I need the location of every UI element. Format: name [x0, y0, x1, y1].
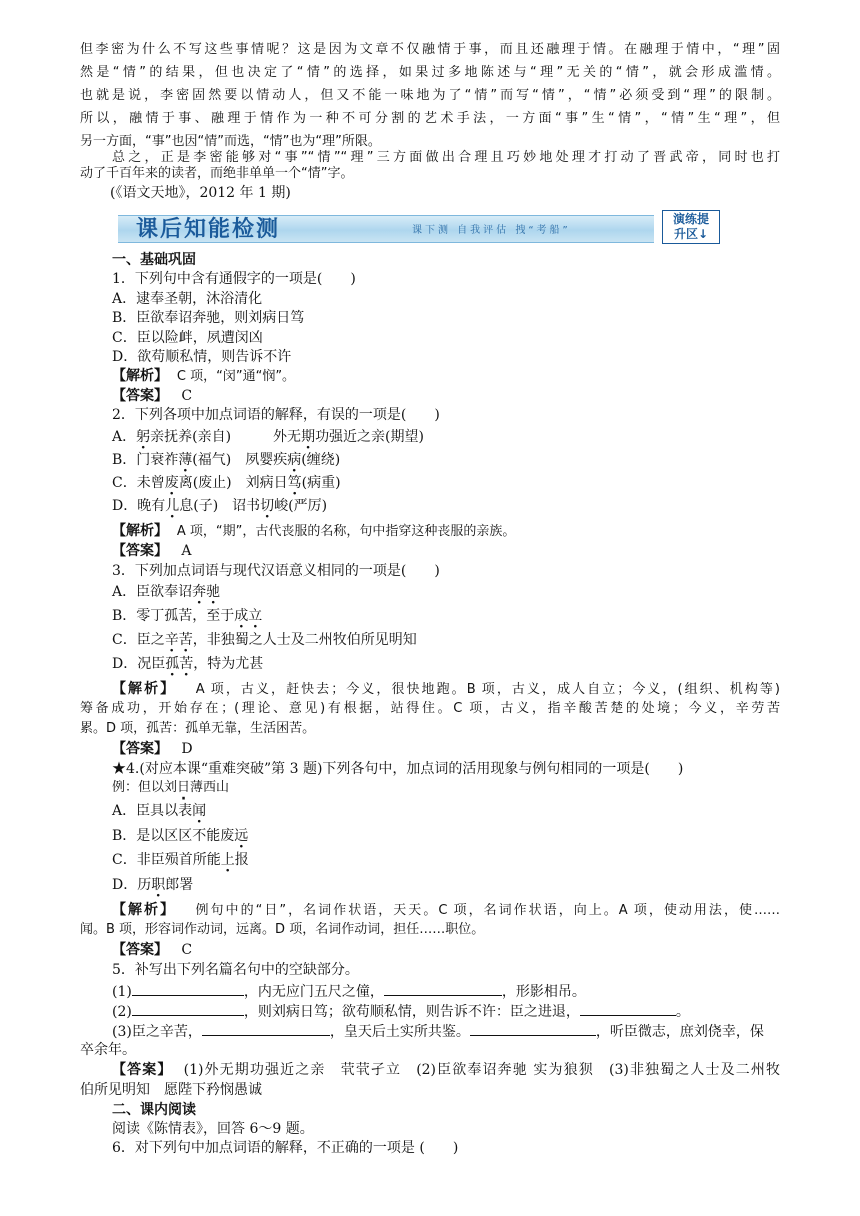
analysis-text: 例句中的“日”，名词作状语，天天。C 项，名词作状语，向上。A 项，使动用法，使…… — [195, 903, 780, 918]
emphasized-char: 驰 — [206, 584, 221, 600]
emphasized-char: 辛 — [164, 632, 179, 648]
emphasized-char: 成 — [234, 608, 249, 624]
answer-text: A — [181, 543, 192, 559]
answer — [112, 542, 191, 560]
emphasized-char: 日 — [177, 780, 191, 795]
answer — [112, 1061, 780, 1079]
analysis-text: A 项，古义，赶快去；今义，很快地跑。B 项，古义，成人自立；今义，(组织、机构等) — [195, 682, 780, 697]
answer-label: 【答案】 — [112, 741, 168, 757]
option-c — [112, 474, 341, 492]
answer — [112, 740, 193, 758]
text-segment: ，则刘病日笃；欲苟顺私情，则告诉不许：臣之进退， — [243, 1004, 580, 1020]
text-segment: ，形影相吊。 — [501, 984, 586, 1000]
reading-instruction: 阅读《陈情表》，回答 6～9 题。 — [112, 1121, 314, 1137]
text-segment: (3)臣之辛苦， — [112, 1024, 202, 1040]
text-segment: D．况臣 — [112, 656, 166, 672]
option-b — [112, 607, 262, 625]
answer-label: 【答案】 — [112, 388, 168, 404]
text-segment: 。 — [675, 1004, 690, 1020]
answer-text: D — [181, 741, 193, 757]
question-stem: 2．下列各项中加点词语的解释，有误的一项是( ) — [112, 407, 440, 423]
banner-tag-line2: 升区↓ — [673, 227, 709, 241]
emphasized-char: 病 — [287, 452, 302, 468]
text-segment: A．臣欲奉诏 — [112, 584, 193, 600]
text-segment: 例：但以刘 — [112, 780, 178, 795]
text-segment: D．历 — [112, 877, 152, 893]
option-a — [112, 428, 424, 446]
emphasized-char: 职 — [151, 877, 166, 893]
analysis — [112, 522, 515, 541]
analysis-text: 累。D 项，孤苦：孤单无靠，生活困苦。 — [80, 721, 316, 736]
text-segment: ，特为尤甚 — [193, 656, 264, 672]
intro-line: 总之，正是李密能够对“事”“情”“理”三方面做出合理且巧妙地处理才打动了晋武帝，同时也打 — [112, 150, 780, 165]
text-segment: ，非独蜀之人士及二州牧伯所见明知 — [192, 632, 417, 648]
question-stem: ★4.(对应本课“重难突破”第 3 题)下列各句中，加点词的活用现象与例句相同的一项是( ) — [112, 761, 684, 777]
option-d — [112, 497, 327, 515]
emphasized-char: 奔 — [192, 584, 207, 600]
question-stem: 5．补写出下列名篇名句中的空缺部分。 — [112, 962, 359, 978]
emphasized-char: 笃 — [287, 475, 302, 491]
analysis — [112, 367, 295, 386]
intro-line: 然是“情”的结果，但也决定了“情”的选择，如果过多地陈述与“理”无关的“情”，就会形成滥情。 — [80, 65, 780, 80]
emphasized-char: 薄 — [178, 452, 193, 468]
analysis-label: 【解析】 — [112, 902, 177, 918]
text-segment: 郎署 — [165, 877, 194, 893]
option-a — [112, 583, 220, 601]
blank[interactable] — [132, 981, 244, 996]
text-segment: 离(废止) 刘病日 — [178, 475, 288, 491]
intro-line: 也就是说，李密固然要以情动人，但又不能一味地为了“情”而写“情”，“情”必须受到“理”的限制。 — [80, 88, 780, 103]
option-c — [112, 631, 417, 649]
blank[interactable] — [470, 1021, 596, 1036]
section-banner — [118, 210, 722, 244]
emphasized-char: 苦 — [179, 656, 194, 672]
emphasized-char: 切 — [260, 498, 275, 514]
blank[interactable] — [202, 1021, 330, 1036]
option-a: A．逮奉圣朝，沐浴清化 — [112, 291, 263, 307]
option-b — [112, 827, 248, 845]
answer-text: (1)外无期功强近之亲 茕茕孑立 (2)臣欲奉诏奔驰 实为狼狈 (3)非独蜀之人士及二州牧 — [183, 1062, 780, 1078]
emphasized-char: 儿 — [165, 498, 180, 514]
banner-subtitle: 课下测 自我评估 拽“考船” — [412, 225, 571, 236]
analysis-label: 【解析】 — [112, 523, 168, 539]
text-segment: B．零丁孤苦，至于 — [112, 608, 235, 624]
intro-line: 所以，融情于事、融理于情作为一种不可分割的艺术手法，一方面“事”生“情”，“情”生“理”，但 — [80, 111, 780, 126]
emphasized-char: 上 — [220, 852, 235, 868]
banner-title: 课后知能检测 — [136, 217, 281, 242]
option-c — [112, 851, 249, 869]
analysis-label: 【解析】 — [112, 368, 168, 384]
analysis-text: C 项，“闵”通“悯”。 — [176, 369, 296, 384]
banner-tag — [662, 210, 720, 244]
emphasized-char: 立 — [248, 608, 263, 624]
answer-label: 【答案】 — [112, 1062, 173, 1078]
blank[interactable] — [580, 1001, 676, 1016]
text-segment: C．臣之 — [112, 632, 165, 648]
fill-line-3-cont: 卒余年。 — [80, 1042, 136, 1058]
text-segment: A． — [112, 429, 137, 445]
text-segment: ，听臣微志，庶刘侥幸，保 — [595, 1024, 764, 1040]
example-sentence — [112, 779, 229, 797]
option-c: C．臣以险衅，夙遭闵凶 — [112, 330, 263, 346]
emphasized-char: 远 — [234, 828, 249, 844]
text-segment: (福气) 夙婴疾 — [192, 452, 288, 468]
analysis — [112, 680, 780, 699]
analysis — [112, 901, 780, 920]
answer-label: 【答案】 — [112, 543, 168, 559]
option-b: B．臣欲奉诏奔驰，则刘病日笃 — [112, 310, 305, 326]
answer-text: C — [181, 388, 193, 404]
option-a — [112, 802, 206, 820]
text-segment: 亲抚养(亲自) 外无 — [150, 429, 302, 445]
emphasized-char: 废 — [164, 475, 179, 491]
question-stem: 3．下列加点词语与现代汉语意义相同的一项是( ) — [112, 563, 440, 579]
text-segment: 峻(严厉) — [274, 498, 328, 514]
analysis-label: 【解析】 — [112, 681, 177, 697]
text-segment: 功强近之亲(期望) — [315, 429, 424, 445]
answer-text: 伯所见明知 愿陛下矜悯愚诚 — [80, 1082, 262, 1098]
text-segment: (1) — [112, 984, 132, 1000]
text-segment: (病重) — [301, 475, 341, 491]
option-b — [112, 451, 340, 469]
text-segment: 息(子) 诏书 — [179, 498, 261, 514]
answer — [112, 387, 192, 405]
text-segment: B．是以区区不能废 — [112, 828, 235, 844]
text-segment: ，内无应门五尺之僮， — [243, 984, 384, 1000]
text-segment: B．门衰祚 — [112, 452, 179, 468]
text-segment: 薄西山 — [190, 780, 230, 795]
emphasized-char: 躬 — [136, 429, 151, 445]
fill-line-2 — [112, 1001, 690, 1021]
blank[interactable] — [132, 1001, 244, 1016]
option-d: D．欲苟顺私情，则告诉不许 — [112, 349, 292, 365]
fill-line-1 — [112, 981, 586, 1001]
blank[interactable] — [384, 981, 502, 996]
text-segment: 报 — [234, 852, 249, 868]
emphasized-char: 闻 — [192, 803, 207, 819]
source-citation: (《语文天地》，2012 年 1 期) — [110, 185, 291, 201]
intro-line: 另一方面，“事”也因“情”而选，“情”也为“理”所限。 — [80, 134, 381, 149]
analysis-text: 筹备成功，开始存在；(理论、意见)有根据，站得住。C 项，古义，指辛酸苦楚的处境；今义，辛劳苦 — [80, 701, 780, 716]
answer-text: C — [181, 942, 193, 958]
option-d — [112, 876, 193, 894]
banner-tag-line1: 演练提 — [672, 212, 709, 226]
analysis-text: A 项，“期”，古代丧服的名称，句中指穿这种丧服的亲族。 — [176, 524, 516, 539]
answer-label: 【答案】 — [112, 942, 168, 958]
emphasized-char: 孤 — [165, 656, 180, 672]
analysis-text: 闻。B 项，形容词作动词，远离。D 项，名词作动词，担任……职位。 — [80, 922, 485, 937]
intro-line: 但李密为什么不写这些事情呢？这是因为文章不仅融情于事，而且还融理于情。在融理于情中，“理”固 — [80, 42, 780, 57]
section-heading: 二、课内阅读 — [112, 1102, 196, 1118]
option-d — [112, 655, 263, 673]
emphasized-char: 苦 — [178, 632, 193, 648]
question-stem: 1．下列句中含有通假字的一项是( ) — [112, 271, 356, 287]
text-segment: C．未曾 — [112, 475, 165, 491]
text-segment: C．非臣殒首所能 — [112, 852, 221, 868]
emphasized-char: 期 — [301, 429, 316, 445]
answer — [112, 941, 192, 959]
question-stem: 6．对下列句中加点词语的解释，不正确的一项是 ( ) — [112, 1140, 459, 1156]
text-segment: D．晚有 — [112, 498, 166, 514]
text-segment: (缠绕) — [301, 452, 341, 468]
text-segment: ，皇天后土实所共鉴。 — [329, 1024, 470, 1040]
section-heading: 一、基础巩固 — [112, 252, 196, 268]
text-segment: (2) — [112, 1004, 132, 1020]
intro-line: 动了千百年来的读者，而绝非单单一个“情”字。 — [80, 166, 354, 181]
text-segment: A．臣具以表 — [112, 803, 193, 819]
fill-line-3 — [112, 1021, 764, 1041]
